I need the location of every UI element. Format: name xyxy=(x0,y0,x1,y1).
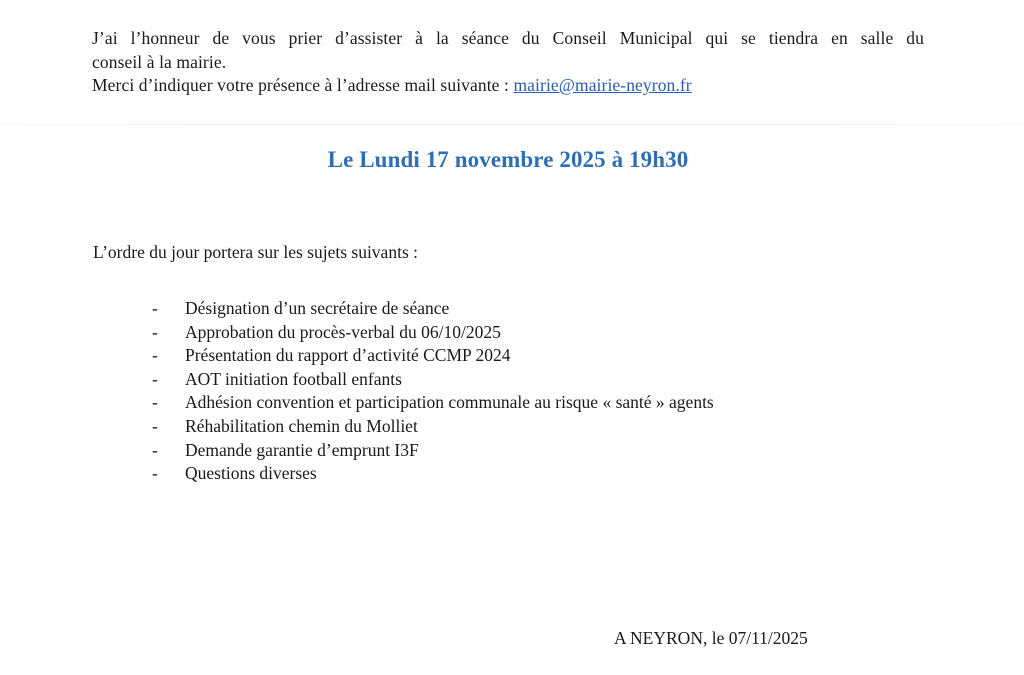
agenda-item xyxy=(152,439,714,463)
agenda-intro: L’ordre du jour portera sur les sujets suivants : xyxy=(93,242,418,262)
list-dash: - xyxy=(152,392,158,413)
agenda-item xyxy=(152,321,714,345)
agenda-item-text: AOT initiation football enfants xyxy=(185,368,402,389)
agenda-item-text: Désignation d’un secrétaire de séance xyxy=(185,298,450,318)
list-dash: - xyxy=(152,345,158,366)
invitation-line-1: J’ai l’honneur de vous prier d’assister à la séance du Conseil Municipal qui se tiendra en salle du xyxy=(92,28,924,48)
agenda-item-text: Réhabilitation chemin du Molliet xyxy=(185,415,418,436)
list-dash: - xyxy=(152,298,158,318)
agenda-item xyxy=(152,391,714,415)
invitation-line-2: conseil à la mairie. xyxy=(92,51,227,72)
place-and-date: A NEYRON, le 07/11/2025 xyxy=(614,628,808,648)
agenda-list xyxy=(152,297,714,486)
agenda-item xyxy=(152,368,714,392)
presence-request-text: Merci d’indiquer votre présence à l’adresse mail suivante : xyxy=(92,75,514,95)
agenda-item-text: Questions diverses xyxy=(185,463,317,484)
agenda-item-text: Adhésion convention et participation communale au risque « santé » agents xyxy=(185,392,714,413)
presence-request xyxy=(92,74,924,98)
list-dash: - xyxy=(152,439,158,460)
list-dash: - xyxy=(152,415,158,436)
list-dash: - xyxy=(152,463,158,484)
agenda-item xyxy=(152,344,714,368)
list-dash: - xyxy=(152,321,158,342)
list-dash: - xyxy=(152,368,158,389)
contact-email-link[interactable]: mairie@mairie-neyron.fr xyxy=(513,75,692,95)
scan-fold-line xyxy=(0,124,1024,125)
meeting-date-heading: Le Lundi 17 novembre 2025 à 19h30 xyxy=(327,147,689,172)
agenda-item xyxy=(152,297,714,321)
agenda-item-text: Demande garantie d’emprunt I3F xyxy=(185,439,419,460)
agenda-item xyxy=(152,462,714,486)
invitation-paragraph xyxy=(92,27,924,98)
agenda-item-text: Présentation du rapport d’activité CCMP 2024 xyxy=(185,345,511,366)
agenda-item xyxy=(152,415,714,439)
agenda-item-text: Approbation du procès-verbal du 06/10/2025 xyxy=(185,321,501,342)
